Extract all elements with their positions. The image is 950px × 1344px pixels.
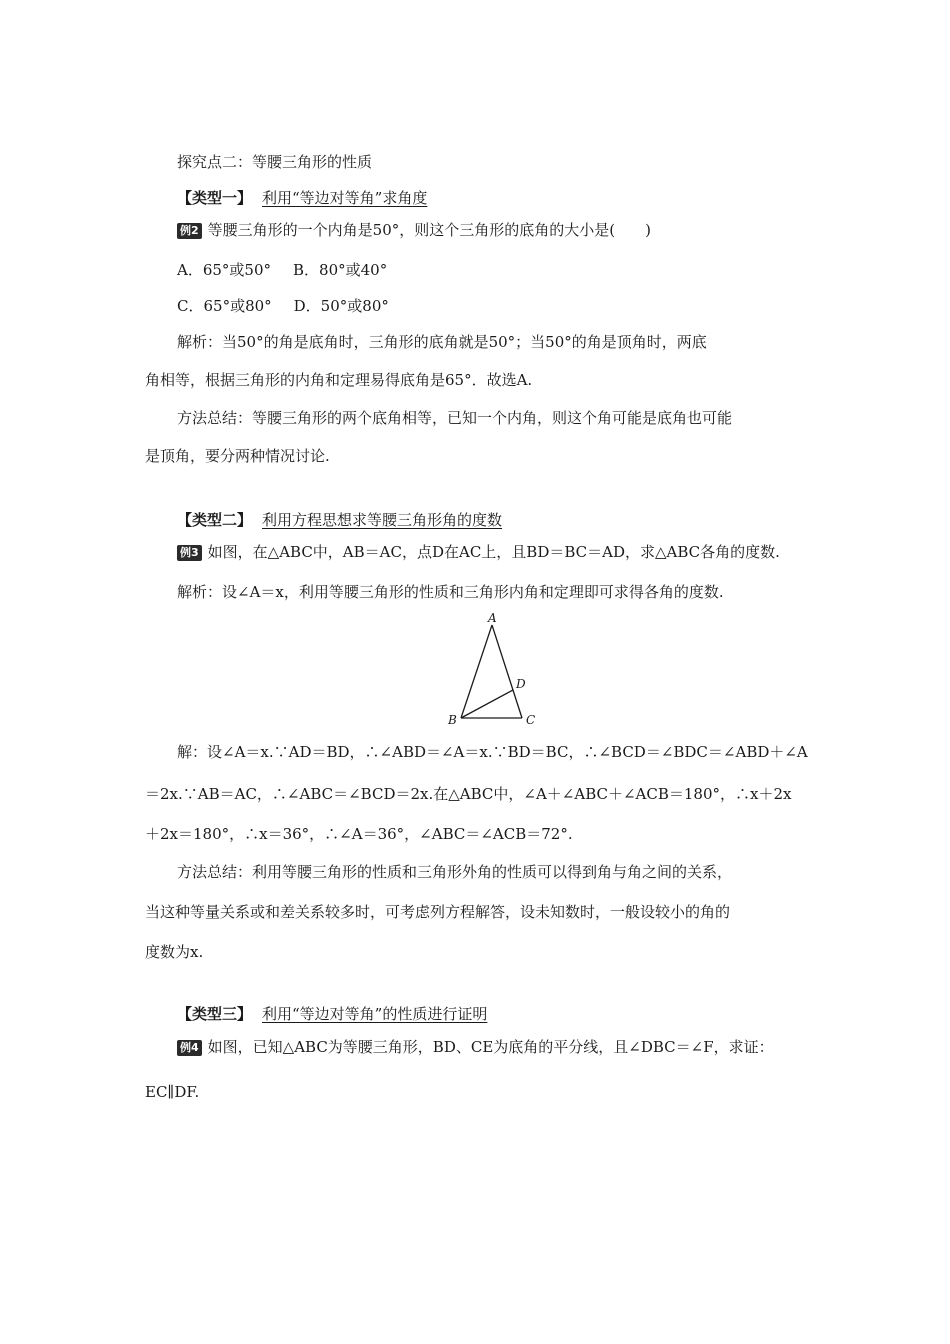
example2-question-text: 等腰三角形的一个内角是50°，则这个三角形的底角的大小是( ) xyxy=(207,221,651,239)
edge-ac xyxy=(492,625,522,718)
option-b: B．80°或40° xyxy=(293,261,388,279)
type1-tag: 【类型一】 xyxy=(177,189,253,207)
type1-heading xyxy=(177,188,427,208)
example3-question-text: 如图，在△ABC中，AB＝AC，点D在AC上，且BD＝BC＝AD，求△ABC各角的度数. xyxy=(207,543,780,561)
type1-title: 利用“等边对等角”求角度 xyxy=(262,189,428,207)
label-c: C xyxy=(526,713,536,727)
example4-question-text: 如图，已知△ABC为等腰三角形，BD、CE为底角的平分线，且∠DBC＝∠F，求证： xyxy=(207,1038,774,1056)
example2-analysis-line-1: 解析：当50°的角是底角时，三角形的底角就是50°；当50°的角是顶角时，两底 xyxy=(177,333,707,351)
option-d: D．50°或80° xyxy=(293,297,389,315)
type3-heading xyxy=(177,1004,487,1024)
example3-question xyxy=(177,542,780,562)
section-title: 探究点二：等腰三角形的性质 xyxy=(177,153,373,171)
example2-summary-line-1: 方法总结：等腰三角形的两个底角相等，已知一个内角，则这个角可能是底角也可能 xyxy=(177,409,733,427)
example4-badge: 例4 xyxy=(177,1040,202,1056)
example3-analysis: 解析：设∠A＝x，利用等腰三角形的性质和三角形内角和定理即可求得各角的度数. xyxy=(177,583,724,601)
label-d: D xyxy=(516,677,526,691)
example3-summary-line-2: 当这种等量关系或和差关系较多时，可考虑列方程解答，设未知数时，一般设较小的角的 xyxy=(145,903,731,921)
type2-title: 利用方程思想求等腰三角形角的度数 xyxy=(262,511,503,529)
example2-analysis-line-2: 角相等，根据三角形的内角和定理易得底角是65°．故选A. xyxy=(145,371,533,389)
option-a: A．65°或50° xyxy=(177,261,272,279)
example3-badge: 例3 xyxy=(177,545,202,561)
example2-summary-line-2: 是顶角，要分两种情况讨论. xyxy=(145,447,330,465)
type3-tag: 【类型三】 xyxy=(177,1005,253,1023)
example2-question xyxy=(177,220,651,240)
example4-question xyxy=(177,1037,774,1057)
option-row-2 xyxy=(177,296,389,316)
example3-summary-line-1: 方法总结：利用等腰三角形的性质和三角形外角的性质可以得到角与角之间的关系， xyxy=(177,863,733,881)
type3-title: 利用“等边对等角”的性质进行证明 xyxy=(262,1005,488,1023)
example3-summary-line-3: 度数为x. xyxy=(145,943,204,961)
example3-solution-line-1: 解：设∠A＝x.∵AD＝BD，∴∠ABD＝∠A＝x.∵BD＝BC，∴∠BCD＝∠BDC＝∠ABD＋∠A xyxy=(177,743,808,761)
option-c: C．65°或80° xyxy=(177,297,272,315)
option-row-1 xyxy=(177,260,387,280)
example3-solution-line-3: ＋2x＝180°，∴x＝36°，∴∠A＝36°，∠ABC＝∠ACB＝72°. xyxy=(145,825,573,843)
example3-solution-line-2: ＝2x.∵AB＝AC，∴∠ABC＝∠BCD＝2x.在△ABC中，∠A＋∠ABC＋∠ACB＝180°，∴x＋2x xyxy=(145,785,792,803)
example4-question-line-2: EC∥DF. xyxy=(145,1083,200,1101)
label-b: B xyxy=(448,713,457,727)
type2-heading xyxy=(177,510,502,530)
type2-tag: 【类型二】 xyxy=(177,511,253,529)
example2-badge: 例2 xyxy=(177,223,202,239)
triangle-figure xyxy=(440,608,550,732)
label-a: A xyxy=(488,611,497,625)
